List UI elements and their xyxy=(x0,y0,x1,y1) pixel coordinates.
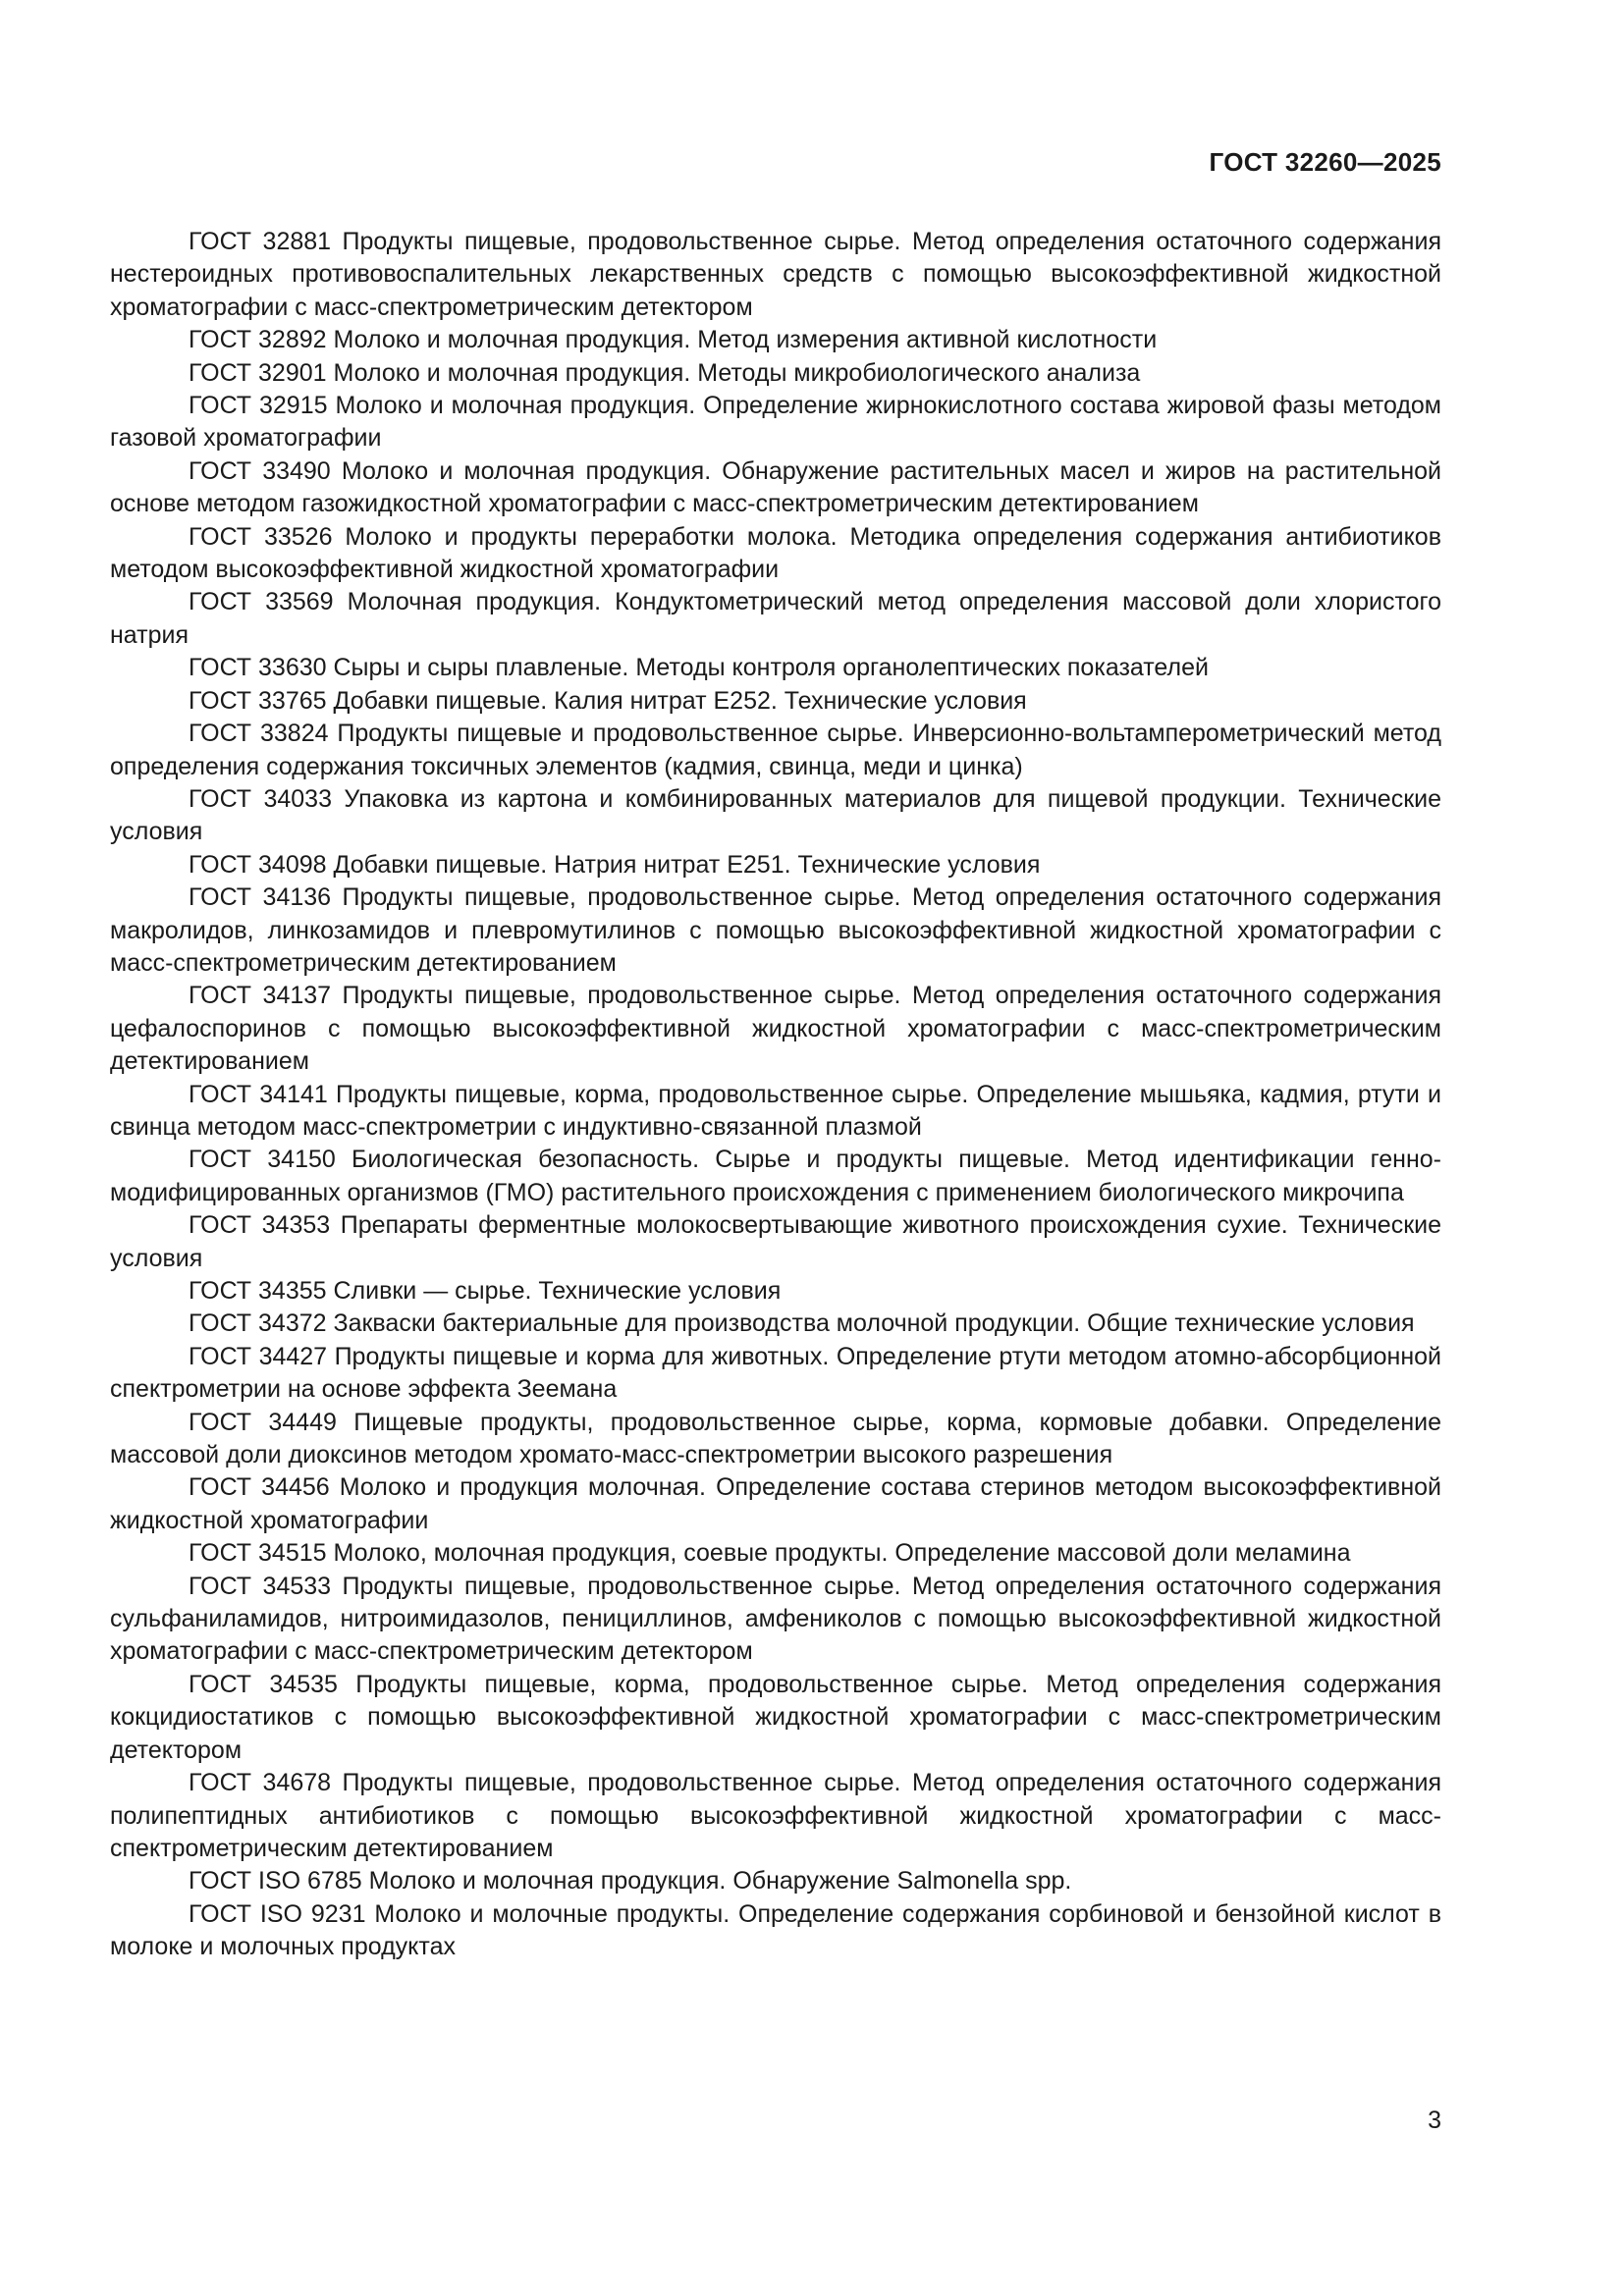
page-header-standard-id: ГОСТ 32260—2025 xyxy=(1209,147,1441,177)
reference-item: ГОСТ 34150 Биологическая безопасность. Сырье и продукты пищевые. Метод идентификации генно-модифицированных организмов (ГМО) растительного происхождения с применением биологического микрочипа xyxy=(110,1146,1441,1206)
reference-item: ГОСТ 33526 Молоко и продукты переработки молока. Методика определения содержания антибиотиков методом высокоэффективной жидкостной хроматографии xyxy=(110,522,1441,584)
reference-item: ГОСТ 34141 Продукты пищевые, корма, продовольственное сырье. Определение мышьяка, кадмия, ртути и свинца методом масс-спектрометрии с индуктивно-связанной плазмой xyxy=(110,1080,1441,1141)
reference-item: ГОСТ 34678 Продукты пищевые, продовольственное сырье. Метод определения остаточного содержания полипептидных антибиотиков с помощью высокоэффективной жидкостной хроматографии с масс-спектрометрическим детектированием xyxy=(110,1769,1441,1862)
reference-item: ГОСТ ISO 6785 Молоко и молочная продукция. Обнаружение Salmonella spp. xyxy=(189,1867,1072,1896)
reference-item: ГОСТ 33490 Молоко и молочная продукция. Обнаружение растительных масел и жиров на растительной основе методом газожидкостной хроматографии с масс-спектрометрическим детектированием xyxy=(110,456,1441,518)
reference-item: ГОСТ 34533 Продукты пищевые, продовольственное сырье. Метод определения остаточного содержания сульфаниламидов, нитроимидазолов, пенициллинов, амфениколов с помощью высокоэффективной жидкостной хроматографии с масс-спектрометрическим детектором xyxy=(110,1572,1441,1666)
reference-item: ГОСТ 34535 Продукты пищевые, корма, продовольственное сырье. Метод определения содержания кокцидиостатиков с помощью высокоэффективной жидкостной хроматографии с масс-спектрометрическим детектором xyxy=(110,1670,1441,1764)
reference-item: ГОСТ 34033 Упаковка из картона и комбинированных материалов для пищевой продукции. Технические условия xyxy=(110,784,1441,846)
reference-item: ГОСТ 33569 Молочная продукция. Кондуктометрический метод определения массовой доли хлористого натрия xyxy=(110,588,1441,649)
reference-item: ГОСТ 32915 Молоко и молочная продукция. Определение жирнокислотного состава жировой фазы методом газовой хроматографии xyxy=(110,392,1441,453)
normative-references-list xyxy=(110,226,1441,1964)
reference-item: ГОСТ 33765 Добавки пищевые. Калия нитрат Е252. Технические условия xyxy=(189,686,1027,715)
reference-item: ГОСТ 34098 Добавки пищевые. Натрия нитрат Е251. Технические условия xyxy=(189,850,1041,879)
reference-item: ГОСТ 34427 Продукты пищевые и корма для животных. Определение ртути методом атомно-абсорбционной спектрометрии на основе эффекта Зеемана xyxy=(110,1342,1441,1404)
reference-item: ГОСТ 34449 Пищевые продукты, продовольственное сырье, корма, кормовые добавки. Определение массовой доли диоксинов методом хромато-масс-спектрометрии высокого разрешения xyxy=(110,1408,1441,1469)
reference-item: ГОСТ 32901 Молоко и молочная продукция. Методы микробиологического анализа xyxy=(189,358,1141,387)
reference-item: ГОСТ 34137 Продукты пищевые, продовольственное сырье. Метод определения остаточного содержания цефалоспоринов с помощью высокоэффективной жидкостной хроматографии с масс-спектрометрическим детектированием xyxy=(110,982,1441,1076)
reference-item: ГОСТ 34456 Молоко и продукция молочная. Определение состава стеринов методом высокоэффективной жидкостной хроматографии xyxy=(110,1473,1441,1534)
reference-item: ГОСТ 34136 Продукты пищевые, продовольственное сырье. Метод определения остаточного содержания макролидов, линкозамидов и плевромутилинов с помощью высокоэффективной жидкостной хроматографии с масс-спектрометрическим детектированием xyxy=(110,883,1441,977)
reference-item: ГОСТ 32892 Молоко и молочная продукция. Метод измерения активной кислотности xyxy=(189,326,1158,354)
reference-item: ГОСТ 34372 Закваски бактериальные для производства молочной продукции. Общие технические условия xyxy=(189,1309,1415,1338)
reference-item: ГОСТ 33630 Сыры и сыры плавленые. Методы контроля органолептических показателей xyxy=(189,654,1209,682)
reference-item: ГОСТ 34515 Молоко, молочная продукция, соевые продукты. Определение массовой доли меламина xyxy=(189,1539,1351,1568)
reference-item: ГОСТ 32881 Продукты пищевые, продовольственное сырье. Метод определения остаточного содержания нестероидных противовоспалительных лекарственных средств с помощью высокоэффективной жидкостной хроматографии с масс-спектрометрическим детектором xyxy=(110,228,1441,321)
reference-item: ГОСТ 34355 Сливки — сырье. Технические условия xyxy=(189,1277,782,1305)
reference-item: ГОСТ 34353 Препараты ферментные молокосвертывающие животного происхождения сухие. Технические условия xyxy=(110,1211,1441,1272)
page-number: 3 xyxy=(1428,2107,1441,2134)
reference-item: ГОСТ 33824 Продукты пищевые и продовольственное сырье. Инверсионно-вольтамперометрический метод определения содержания токсичных элементов (кадмия, свинца, меди и цинка) xyxy=(110,720,1441,780)
reference-item: ГОСТ ISO 9231 Молоко и молочные продукты. Определение содержания сорбиновой и бензойной кислот в молоке и молочных продуктах xyxy=(110,1899,1441,1961)
